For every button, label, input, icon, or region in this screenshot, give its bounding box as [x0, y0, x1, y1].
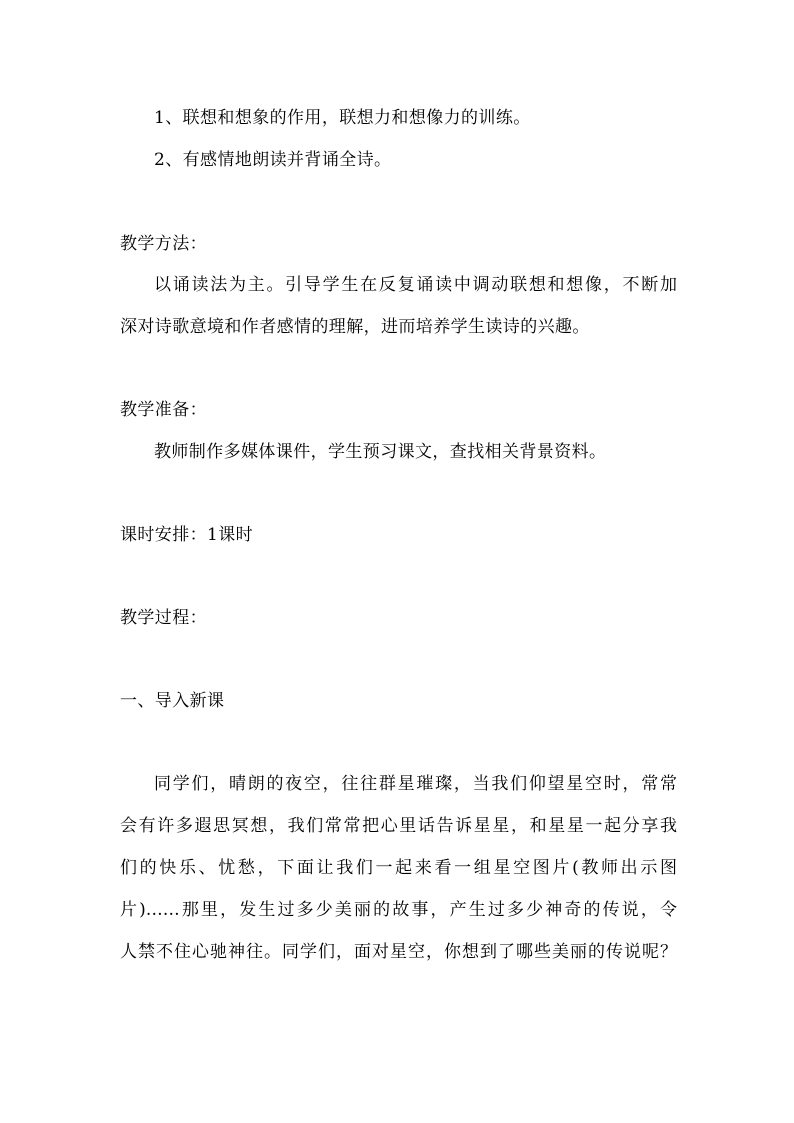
method-paragraph-line-1: 以诵读法为主。引导学生在反复诵读中调动联想和想像，不断加 — [154, 275, 677, 295]
intro-paragraph-line-4: 片)……那里，发生过多少美丽的故事，产生过多少神奇的传说，令 — [120, 900, 677, 920]
objective-item-1: 1、联想和想象的作用，联想力和想像力的训练。 — [154, 108, 531, 128]
intro-paragraph-line-2: 会有许多遐思冥想，我们常常把心里话告诉星星，和星星一起分享我 — [120, 816, 677, 836]
objective-item-2: 2、有感情地朗读并背诵全诗。 — [154, 150, 392, 170]
intro-paragraph-line-1: 同学们，晴朗的夜空，往往群星璀璨，当我们仰望星空时，常常 — [154, 774, 677, 794]
schedule-line: 课时安排：1课时 — [120, 525, 254, 545]
intro-paragraph-line-5: 人禁不住心驰神往。同学们，面对星空，你想到了哪些美丽的传说呢？ — [120, 942, 677, 962]
intro-paragraph-line-3: 们的快乐、忧愁，下面让我们一起来看一组星空图片(教师出示图 — [120, 858, 677, 878]
preparation-paragraph: 教师制作多媒体课件，学生预习课文，查找相关背景资料。 — [154, 442, 607, 462]
method-paragraph-line-2: 深对诗歌意境和作者感情的理解，进而培养学生读诗的兴趣。 — [120, 317, 590, 337]
section-one-title: 一、导入新课 — [120, 691, 225, 711]
method-heading: 教学方法： — [120, 234, 207, 254]
preparation-heading: 教学准备： — [120, 400, 207, 420]
process-heading: 教学过程： — [120, 608, 207, 628]
